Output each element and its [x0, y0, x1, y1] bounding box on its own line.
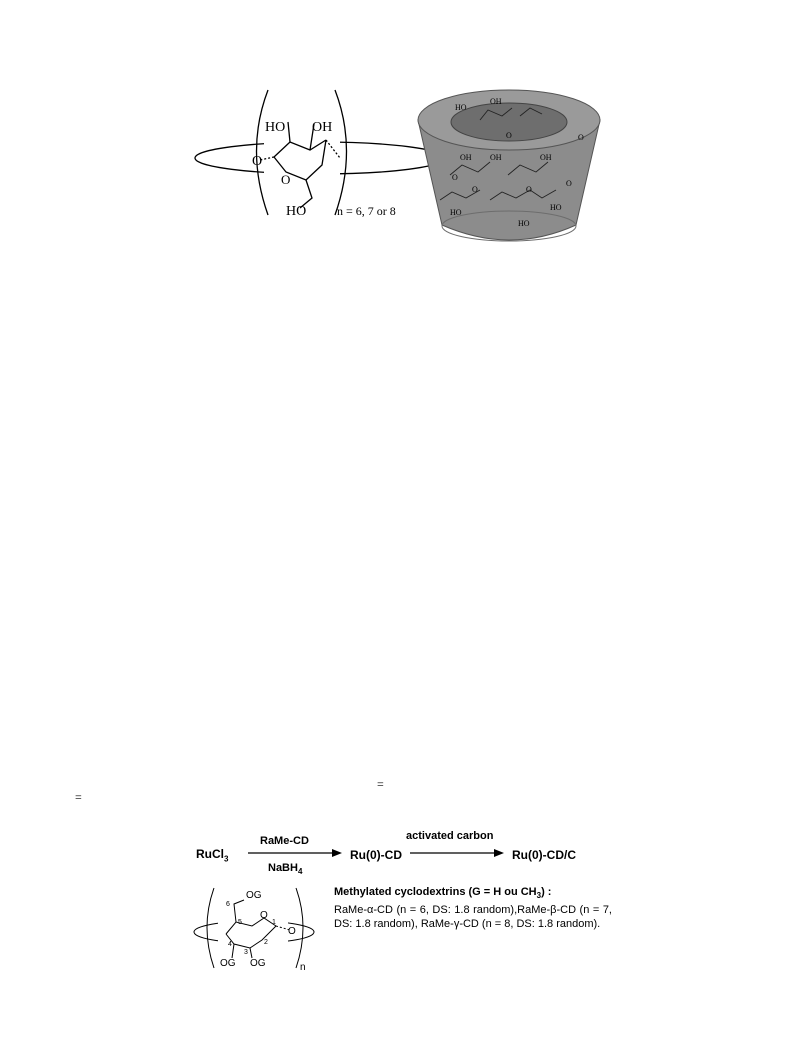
reaction-arrow-2 [410, 848, 506, 858]
og-top-label: OG [246, 890, 262, 901]
cone-label-13: O [452, 173, 458, 182]
arrow1-bottom-label: NaBH$_4$ [268, 862, 303, 877]
product-ru-cd-c: Ru(0)-CD/C [512, 848, 576, 862]
ho-top-left-label: HO [265, 120, 286, 135]
cone-label-8: HO [455, 103, 467, 112]
cone-label-4: OH [490, 97, 502, 106]
o-ring-label: O [260, 910, 268, 921]
cone-label-6: O [526, 185, 532, 194]
position-6: 6 [226, 901, 230, 908]
o-link-label: O [288, 926, 296, 937]
cone-label-7: O [506, 131, 512, 140]
caption-body: RaMe-α-CD (n = 6, DS: 1.8 random),RaMe-β-CD (n = 7, DS: 1.8 random), RaMe-γ-CD (n = 8, DS: 1.8 random). [334, 904, 612, 931]
reactant-rucl3: RuCl$_3$ [196, 847, 229, 864]
cone-label-10: HO [518, 219, 530, 228]
cone-label-5: O [472, 185, 478, 194]
position-5: 5 [238, 919, 242, 926]
cone-label-14: O [578, 133, 584, 142]
position-3: 3 [244, 949, 248, 956]
cone-label-11: HO [550, 203, 562, 212]
stray-mark-1: = [377, 777, 384, 791]
cone-label-2: OH [490, 153, 502, 162]
cyclodextrin-structure-figure [190, 80, 610, 255]
repeat-count-label: n = 6, 7 or 8 [337, 204, 396, 218]
cone-3d-model [418, 90, 600, 241]
cone-label-9: HO [450, 208, 462, 217]
intermediate-ru-cd: Ru(0)-CD [350, 848, 402, 862]
position-4: 4 [228, 941, 232, 948]
position-1: 1 [272, 919, 276, 926]
og-bottom-right-label: OG [250, 958, 266, 969]
methylated-cd-caption [334, 885, 612, 931]
methylated-cd-structure [192, 882, 322, 972]
stray-mark-2: = [75, 790, 82, 804]
cone-label-3: OH [540, 153, 552, 162]
ho-bottom-label: HO [286, 204, 307, 219]
oh-top-right-label: OH [312, 120, 333, 135]
reaction-arrow-1 [248, 848, 344, 858]
repeat-n-label: n [300, 962, 306, 972]
arrow1-top-label: RaMe-CD [260, 835, 309, 847]
o-glycosidic-label: O [252, 154, 263, 169]
cone-label-1: OH [460, 153, 472, 162]
caption-title: Methylated cyclodextrins (G = H ou $CH_3$) : [334, 886, 552, 901]
og-bottom-left-label: OG [220, 958, 236, 969]
position-2: 2 [264, 939, 268, 946]
o-ring-label: O [281, 172, 291, 187]
cone-label-12: O [566, 179, 572, 188]
arrow2-top-label: activated carbon [406, 830, 494, 842]
